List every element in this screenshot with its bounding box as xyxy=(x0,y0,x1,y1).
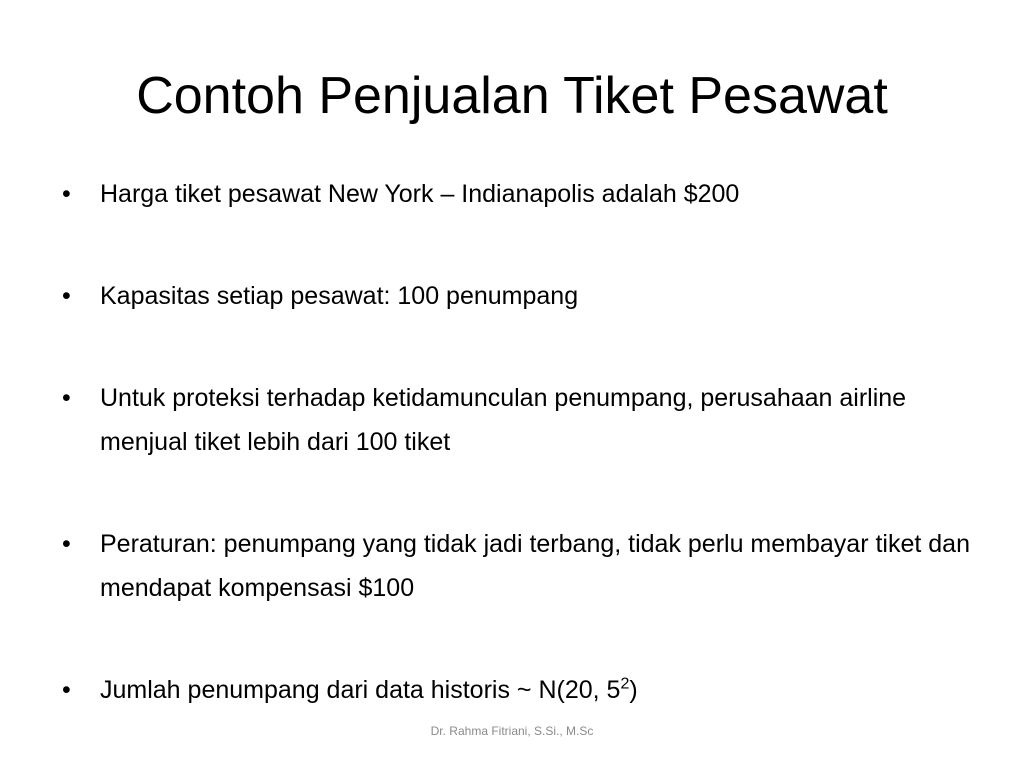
bullet-item xyxy=(56,522,976,610)
slide-title: Contoh Penjualan Tiket Pesawat xyxy=(136,67,888,125)
bullet-text-end: ) xyxy=(629,676,638,704)
bullet-icon: • xyxy=(62,282,71,310)
bullet-text: Kapasitas setiap pesawat: 100 penumpang xyxy=(100,282,579,310)
bullet-text: Peraturan: penumpang yang tidak jadi terbang, tidak perlu membayar tiket dan mendapat kompensasi $100 xyxy=(100,530,970,602)
bullet-item xyxy=(56,668,976,712)
bullet-text-main: Jumlah penumpang dari data historis ~ N(20, 5 xyxy=(100,676,621,704)
bullet-icon: • xyxy=(62,530,71,558)
bullet-item xyxy=(56,274,976,318)
bullet-icon: • xyxy=(62,180,71,208)
bullet-item xyxy=(56,376,976,464)
bullet-icon: • xyxy=(62,676,71,704)
slide-footer: Dr. Rahma Fitriani, S.Si., M.Sc xyxy=(430,724,594,738)
bullet-superscript: 2 xyxy=(620,675,630,693)
bullet-list xyxy=(56,172,976,768)
bullet-text: Harga tiket pesawat New York – Indianapolis adalah $200 xyxy=(100,180,740,208)
bullet-text xyxy=(100,676,638,704)
bullet-item xyxy=(56,172,976,216)
bullet-icon: • xyxy=(62,384,71,412)
bullet-text: Untuk proteksi terhadap ketidamunculan penumpang, perusahaan airline menjual tiket lebih dari 100 tiket xyxy=(100,384,907,456)
